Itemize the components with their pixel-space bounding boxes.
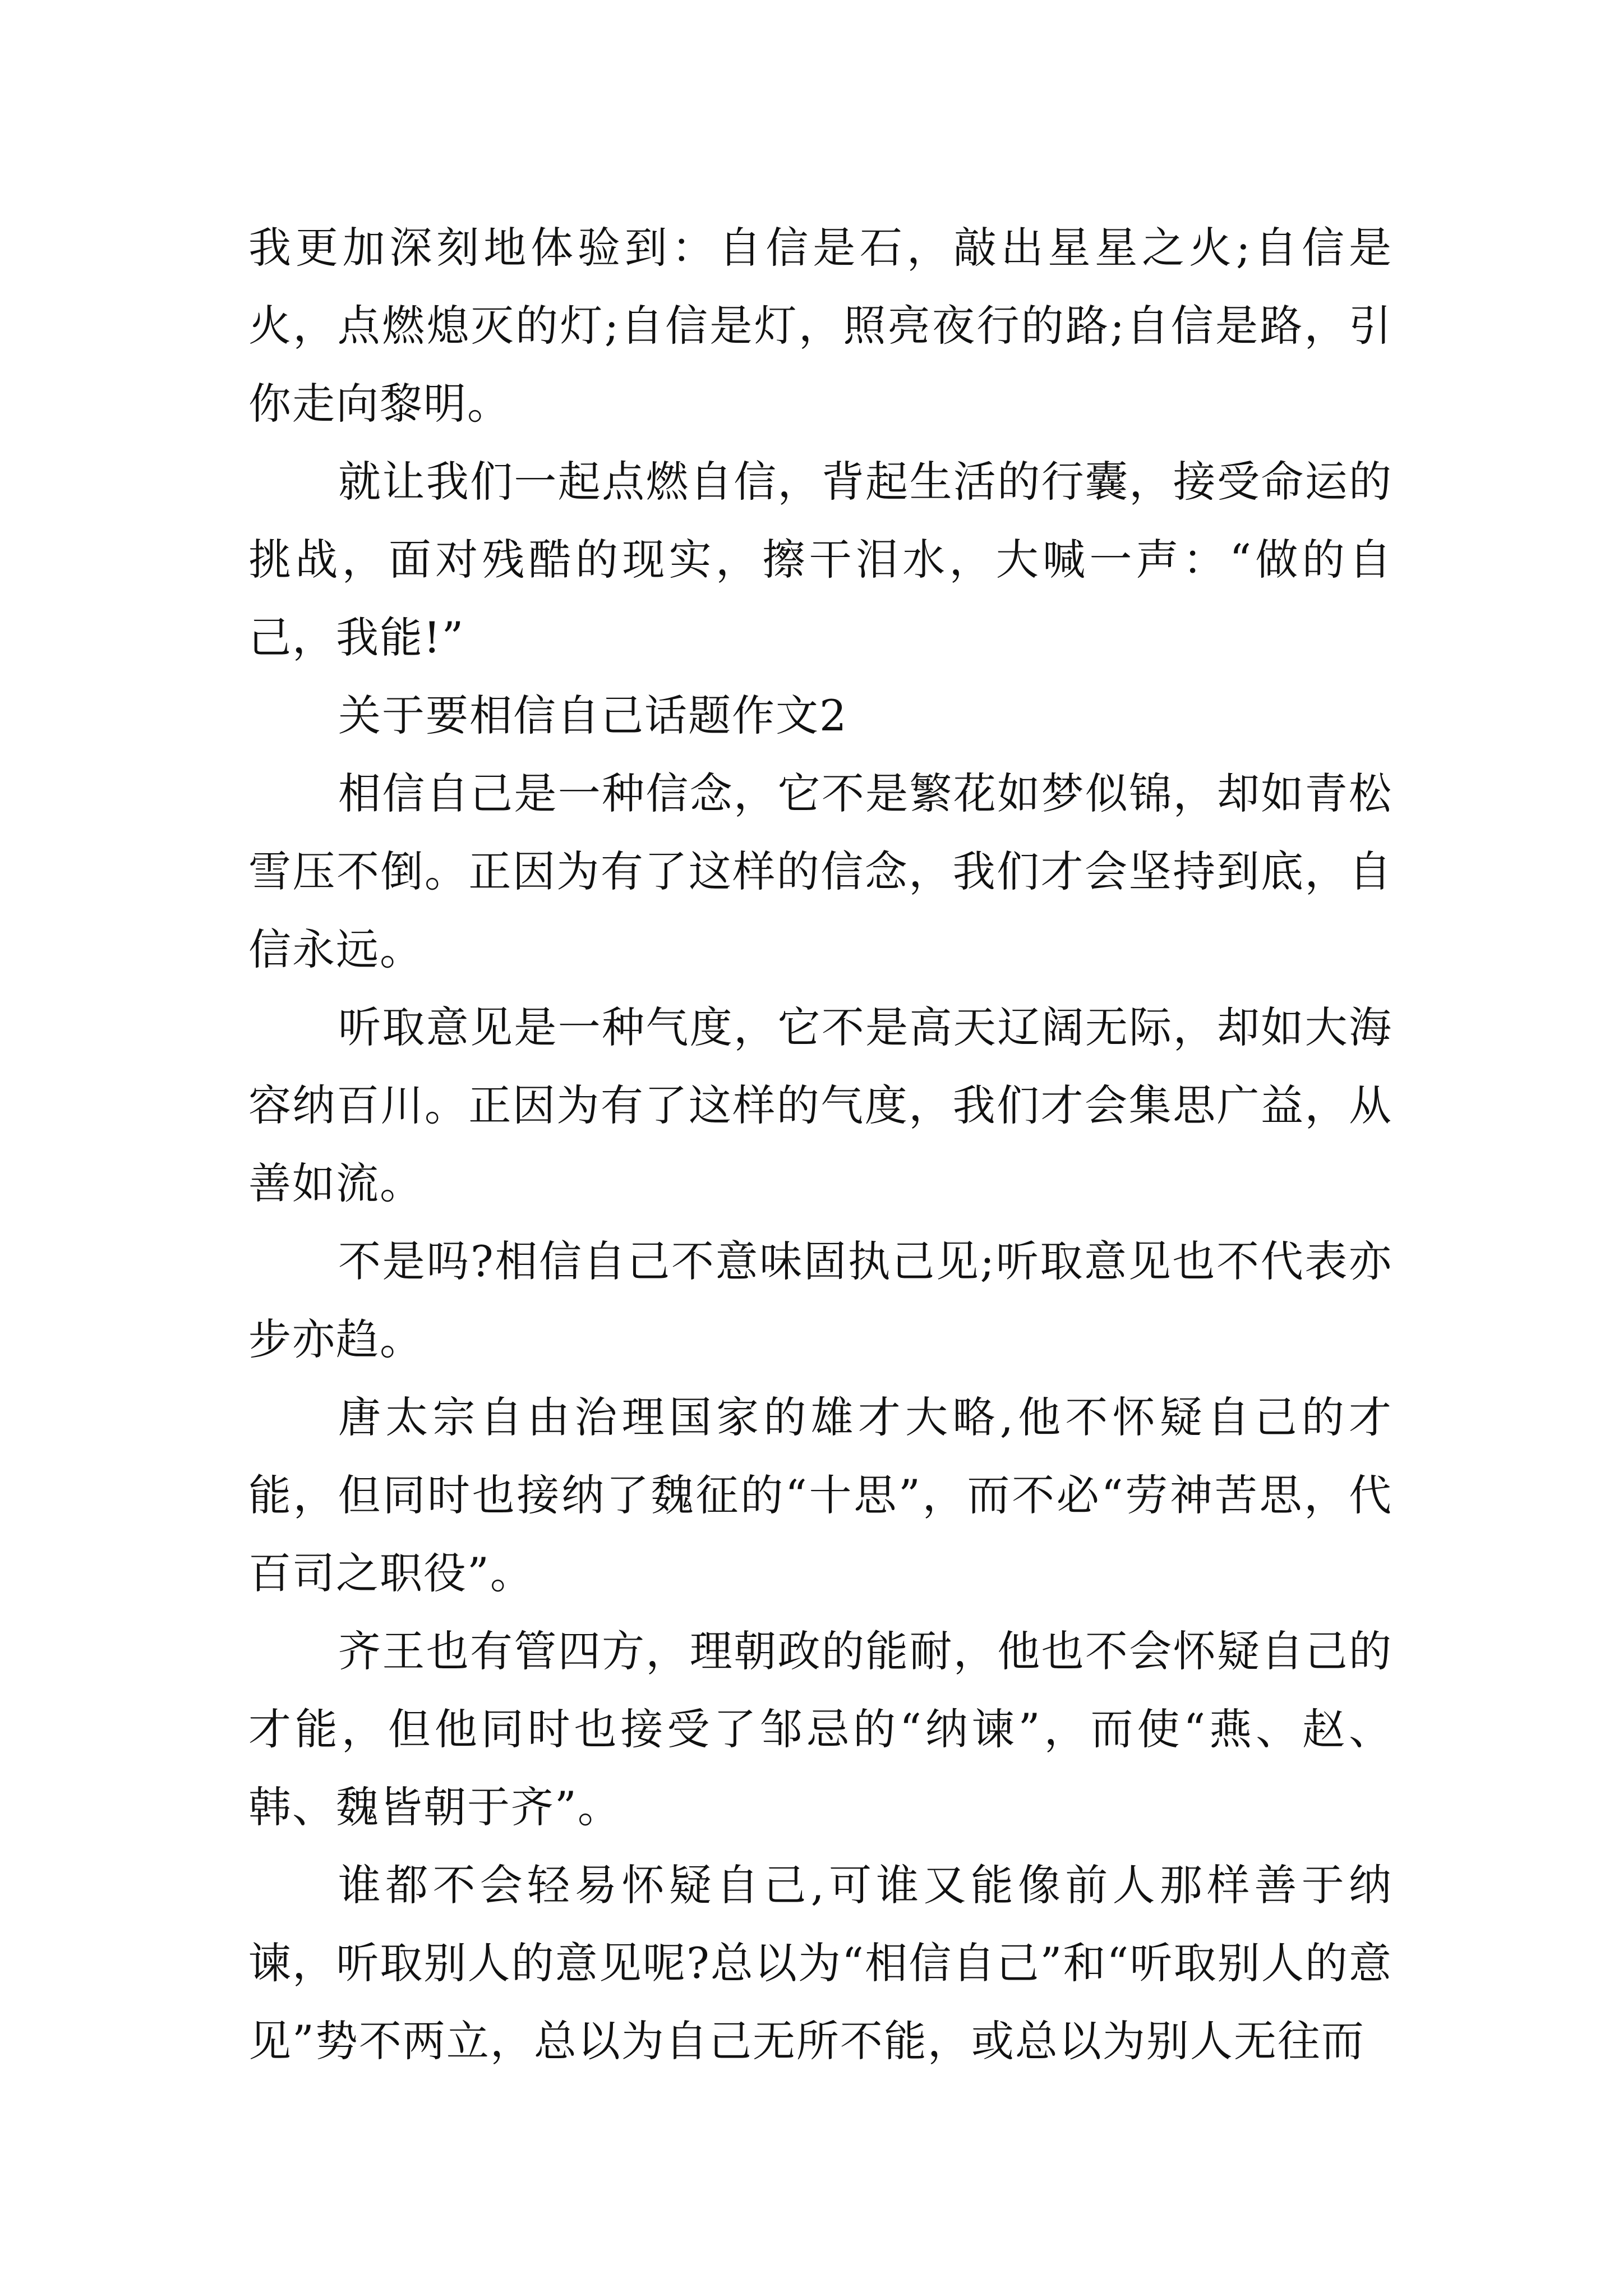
paragraph-6: 唐太宗自由治理国家的雄才大略,他不怀疑自己的才能，但同时也接纳了魏征的“十思”，而不必“劳神苦思，代百司之职役”。 [248, 1392, 1393, 1598]
paragraph-1: 我更加深刻地体验到：自信是石，敲出星星之火;自信是火，点燃熄灭的灯;自信是灯，照亮夜行的路;自信是路，引你走向黎明。 [248, 223, 1393, 429]
paragraph-2: 就让我们一起点燃自信，背起生活的行囊，接受命运的挑战，面对残酷的现实，擦干泪水，大喊一声：“做的自己，我能!” [248, 457, 1393, 662]
document-body [248, 209, 1393, 2080]
paragraph-7: 齐王也有管四方，理朝政的能耐，他也不会怀疑自己的才能，但他同时也接受了邹忌的“纳谏”，而使“燕、赵、韩、魏皆朝于齐”。 [248, 1626, 1393, 1832]
essay-heading: 关于要相信自己话题作文2 [338, 691, 848, 740]
paragraph-5: 不是吗?相信自己不意味固执己见;听取意见也不代表亦步亦趋。 [248, 1236, 1393, 1364]
paragraph-8: 谁都不会轻易怀疑自己,可谁又能像前人那样善于纳谏，听取别人的意见呢?总以为“相信自己”和“听取别人的意见”势不两立，总以为自己无所不能，或总以为别人无往而 [248, 1860, 1393, 2066]
paragraph-4: 听取意见是一种气度，它不是高天辽阔无际，却如大海容纳百川。正因为有了这样的气度，我们才会集思广益，从善如流。 [248, 1002, 1393, 1208]
paragraph-3: 相信自己是一种信念，它不是繁花如梦似锦，却如青松雪压不倒。正因为有了这样的信念，我们才会坚持到底，自信永远。 [248, 769, 1393, 974]
